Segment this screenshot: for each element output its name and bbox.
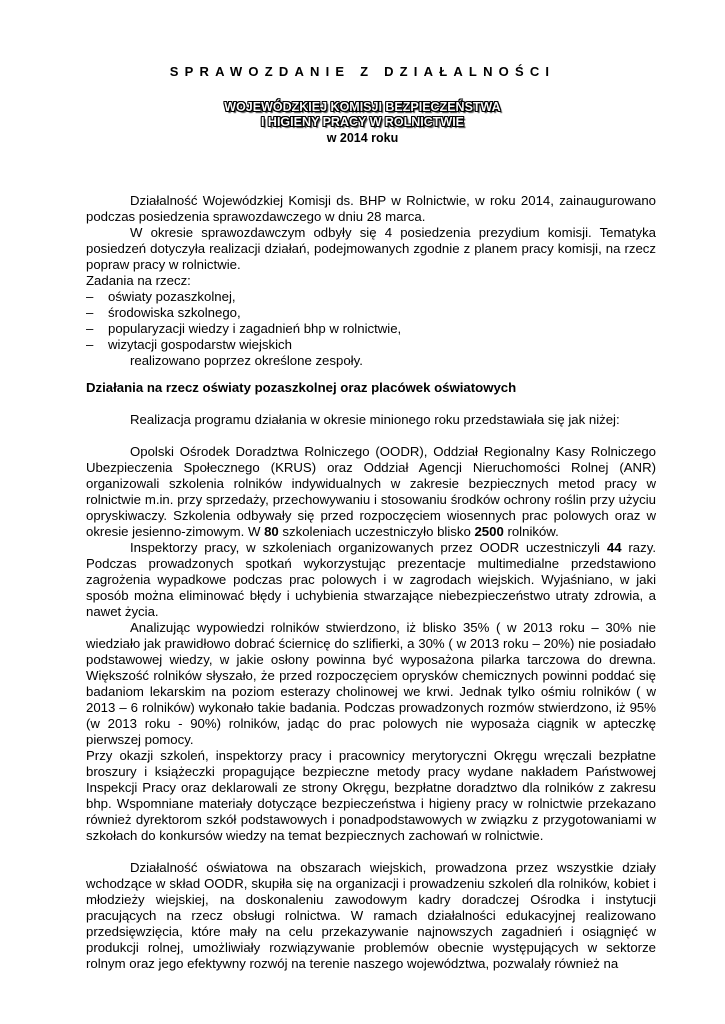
- paragraph-analysis: Analizując wypowiedzi rolników stwierdzono, iż blisko 35% ( w 2013 roku – 30% nie wiedziało jak prawidłowo dobrać ściernicę do szlifierki, a 30% ( w 2013 roku – 20%) nie posiadało podstawowej wiedzy, w jakie osłony powinna być wyposażona pilarka tarczowa do drewna. Większość rolników słyszało, że przed rozpoczęciem oprysków chemicznych powinni poddać się badaniom lekarskim na poziom esterazy cholinowej we krwi. Jednak tylko ośmiu rolników ( w 2013 – 6 rolników) wykonało takie badania. Podczas prowadzonych rozmów stwierdzono, iż 95% (w 2013 roku - 90%) rolników, jadąc do prac polowych nie wyposaża ciągnik w apteczkę pierwszej pomocy.: [86, 620, 656, 747]
- section-education: [86, 380, 656, 972]
- section-heading: Działania na rzecz oświaty pozaszkolnej oraz placówek oświatowych: [86, 380, 517, 395]
- list-item: – oświaty pozaszkolnej,: [86, 289, 236, 304]
- list-dash: –: [86, 305, 94, 320]
- list-dash: –: [86, 337, 94, 352]
- intro-section: [86, 193, 656, 369]
- section-intro: Realizacja programu działania w okresie minionego roku przedstawiała się jak niżej:: [130, 412, 620, 427]
- list-item: – wizytacji gospodarstw wiejskich: [86, 337, 292, 352]
- paragraph-education-activity: Działalność oświatowa na obszarach wiejskich, prowadzona przez wszystkie działy wchodzące w skład OODR, skupiła się na organizacji i prowadzeniu szkoleń dla rolników, kobiet i młodzieży wiejskiej, na doskonaleniu zawodowym kadry doradczej Ośrodka i instytucji pracujących na rzecz obsługi rolnictwa. W ramach działalności edukacyjnej realizowano przedsięwzięcia, które mały na celu przekazywanie najnowszych zagadnień i osiągnięć w produkcji rolnej, umożliwiały rozwiązywanie problemów obecnie występujących w sektorze rolnym oraz jego efektywny rozwój na terenie naszego województwa, pozwalały również na: [86, 860, 656, 971]
- list-item: – popularyzacji wiedzy i zagadnień bhp w rolnictwie,: [86, 321, 402, 336]
- list-dash: –: [86, 321, 94, 336]
- tasks-label: Zadania na rzecz:: [86, 273, 191, 288]
- tasks-after: realizowano poprzez określone zespoły.: [130, 353, 363, 368]
- inspector-count: 44: [606, 540, 622, 555]
- intro-paragraph-1: Działalność Wojewódzkiej Komisji ds. BHP w Rolnictwie, w roku 2014, zainaugurowano podczas posiedzenia sprawozdawczego w dniu 28 marca.: [86, 193, 656, 224]
- paragraph-inspectors: Inspektorzy pracy, w szkoleniach organizowanych przez OODR uczestniczyli 44 razy. Podczas prowadzonych spotkań wykorzystując prezentacje multimedialne przedstawiono zagrożenia wypadkowe podczas prac polowych i w zagrodach wiejskich. Wyjaśniano, w jaki sposób można eliminować błędy i uchybienia stwarzające niebezpieczeństwo utraty zdrowia, a nawet życia.: [86, 540, 656, 619]
- list-dash: –: [86, 289, 94, 304]
- trainings-count: 80: [264, 524, 279, 539]
- tasks-list: [86, 289, 656, 353]
- list-item: – środowiska szkolnego,: [86, 305, 241, 320]
- report-year: w 2014 roku: [326, 131, 399, 145]
- paragraph-oodr: Opolski Ośrodek Doradztwa Rolniczego (OODR), Oddział Regionalny Kasy Rolniczego Ubezpieczenia Społecznego (KRUS) oraz Oddział Agencji Nieruchomości Rolnej (ANR) organizowali szkolenia rolników indywidualnych w zakresie bezpiecznych metod pracy w rolnictwie m.in. przy sprzedaży, przechowywaniu i stosowaniu środków ochrony roślin przy użyciu opryskiwaczy. Szkolenia odbywały się przed rozpoczęciem wiosennych prac polowych oraz w okresie jesienno-zimowym. W 80 szkoleniach uczestniczyło blisko 2500 rolników.: [86, 444, 656, 539]
- commission-name-line1: WOJEWÓDZKIEJ KOMISJI BEZPIECZEŃSTWA: [224, 100, 501, 114]
- report-title: SPRAWOZDANIE Z DZIAŁALNOŚCI: [169, 64, 556, 79]
- commission-name-line2: I HIGIENY PRACY W ROLNICTWIE: [260, 115, 465, 129]
- farmers-count: 2500: [474, 524, 504, 539]
- paragraph-occasion: Przy okazji szkoleń, inspektorzy pracy i pracownicy merytoryczni Okręgu wręczali bezpłatne broszury i książeczki propagujące bezpieczne metody pracy wydane nakładem Państwowej Inspekcji Pracy oraz deklarowali ze strony Okręgu, bezpłatne doradztwo dla rolników z zakresu bhp. Wspomniane materiały dotyczące bezpieczeństwa i higieny pracy w rolnictwie przekazano również dyrektorom szkół podstawowych i ponadpodstawowych w związku z przygotowaniami w szkołach do konkursów wiedzy na temat bezpiecznych zachowań w rolnictwie.: [86, 748, 656, 843]
- intro-paragraph-2: W okresie sprawozdawczym odbyły się 4 posiedzenia prezydium komisji. Tematyka posiedzeń dotyczyła realizacji działań, podejmowanych zgodnie z planem pracy komisji, na rzecz popraw pracy w rolnictwie.: [86, 225, 656, 272]
